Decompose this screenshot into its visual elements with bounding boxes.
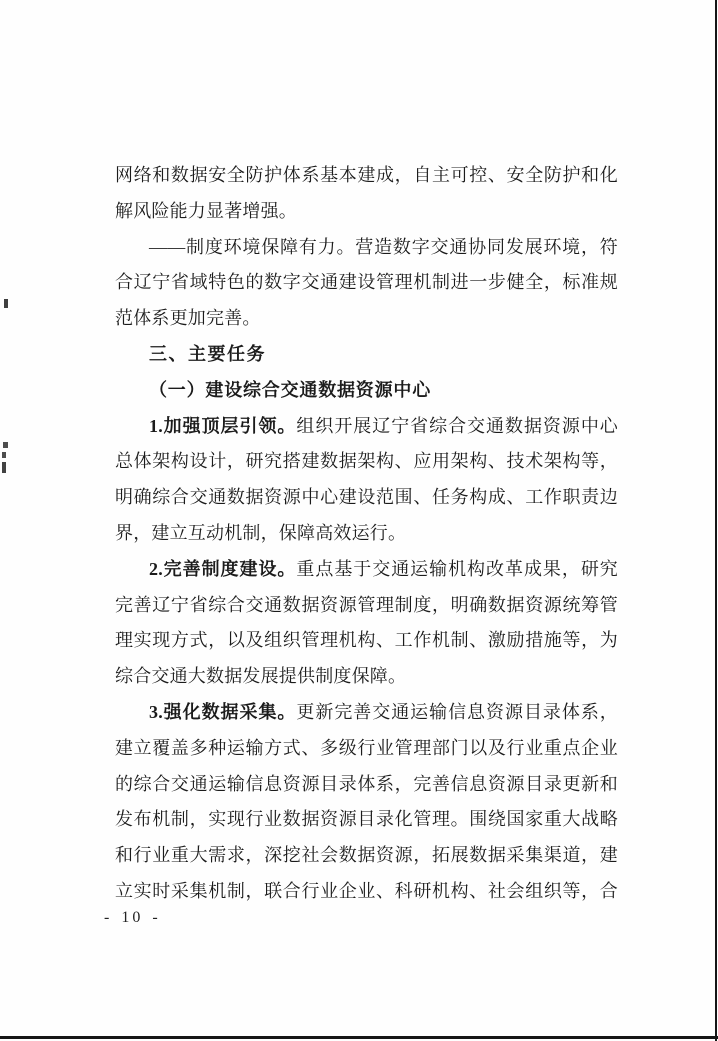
text-line — [115, 409, 618, 445]
paragraph-lead: 3.强化数据采集。 — [149, 701, 297, 722]
subsection-heading: （一）建设综合交通数据资源中心 — [149, 379, 431, 400]
section-heading: 三、主要任务 — [149, 343, 266, 364]
text-line: 总体架构设计，研究搭建数据架构、应用架构、技术架构等， — [115, 451, 618, 472]
text-line: 综合交通大数据发展提供制度保障。 — [115, 666, 407, 687]
text-line: ——制度环境保障有力。营造数字交通协同发展环境，符 — [149, 236, 618, 257]
text-line: 完善辽宁省综合交通数据资源管理制度，明确数据资源统筹管 — [115, 594, 618, 615]
paragraph-text: 更新完善交通运输信息资源目录体系， — [296, 701, 618, 722]
scan-artifact — [3, 442, 8, 448]
text-line: 范体系更加完善。 — [115, 308, 261, 329]
paragraph-text: 组织开展辽宁省综合交通数据资源中心 — [296, 415, 618, 436]
text-line: 发布机制，实现行业数据资源目录化管理。围绕国家重大战略 — [115, 809, 618, 830]
paragraph-lead: 1.加强顶层引领。 — [149, 415, 297, 436]
scan-artifact — [2, 452, 6, 458]
text-line: 立实时采集机制，联合行业企业、科研机构、社会组织等，合 — [115, 880, 618, 901]
paragraph-text: 重点基于交通运输机构改革成果，研究 — [296, 558, 618, 579]
text-line: 界，建立互动机制，保障高效运行。 — [115, 522, 407, 543]
scan-edge-right — [715, 0, 717, 1041]
text-line: 解风险能力显著增强。 — [115, 200, 297, 221]
scan-edge-bottom — [0, 1036, 718, 1039]
text-line: 合辽宁省域特色的数字交通建设管理机制进一步健全，标准规 — [115, 272, 618, 293]
text-line — [115, 695, 618, 731]
scan-artifact — [2, 462, 6, 473]
page-number: - 10 - — [104, 909, 161, 926]
text-line — [115, 552, 618, 588]
document-text-block — [115, 158, 618, 910]
text-line: 建立覆盖多种运输方式、多级行业管理部门以及行业重点企业 — [115, 737, 618, 758]
paragraph-lead: 2.完善制度建设。 — [149, 558, 297, 579]
text-line: 的综合交通运输信息资源目录体系，完善信息资源目录更新和 — [115, 773, 618, 794]
text-line: 明确综合交通数据资源中心建设范围、任务构成、工作职责边 — [115, 487, 618, 508]
scan-artifact — [4, 299, 8, 308]
text-line: 和行业重大需求，深挖社会数据资源，拓展数据采集渠道，建 — [115, 845, 618, 866]
text-line: 理实现方式，以及组织管理机构、工作机制、激励措施等，为 — [115, 630, 618, 651]
text-line: 网络和数据安全防护体系基本建成，自主可控、安全防护和化 — [115, 165, 618, 185]
